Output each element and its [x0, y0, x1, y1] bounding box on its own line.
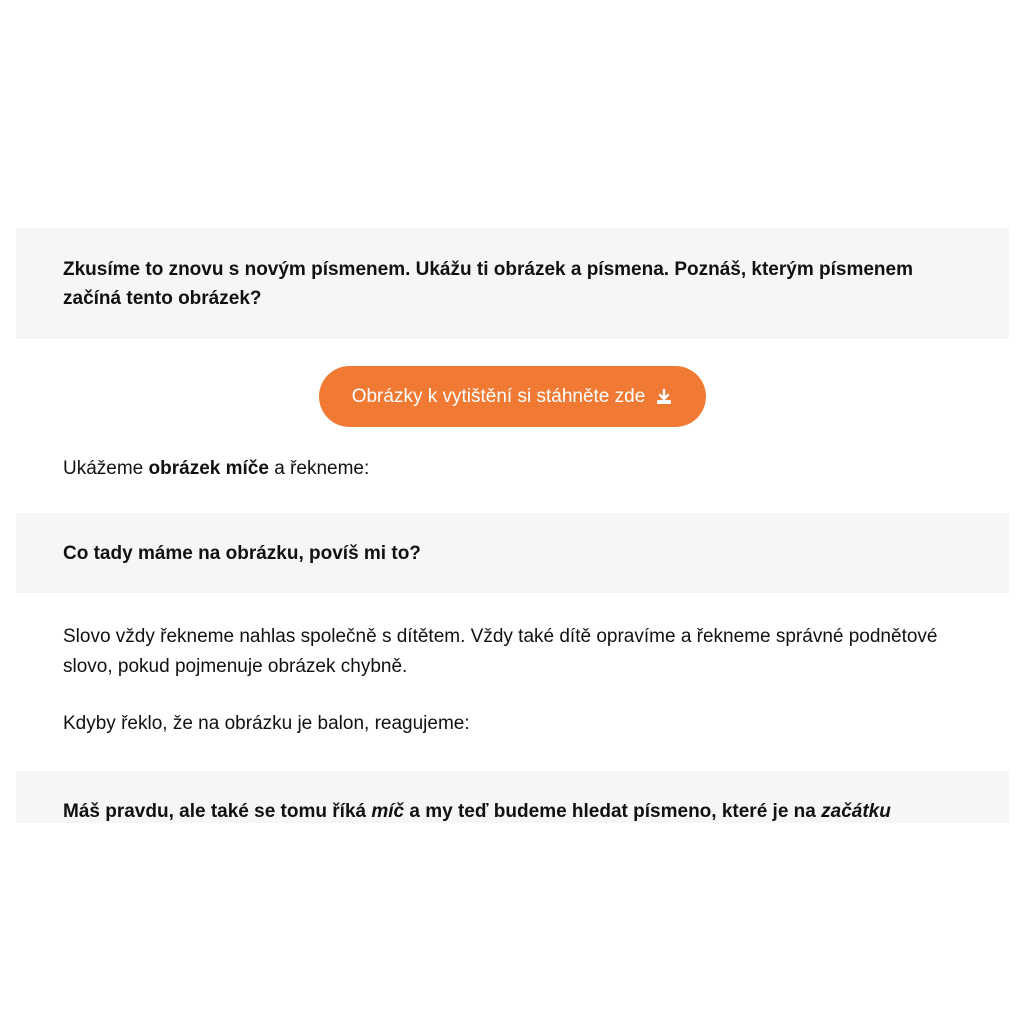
paragraph-show-picture-bold: obrázek míče [148, 458, 269, 479]
instruction-quote-3-emphasis-1: míč [371, 801, 405, 822]
paragraph-show-picture-suffix: a řekneme: [268, 458, 370, 479]
instruction-quote-1-text: Zkusíme to znovu s novým písmenem. Ukážu ti obrázek a písmena. Poznáš, kterým písmenem začíná tento obrázek? [63, 259, 913, 309]
paragraph-show-picture-prefix: Ukážeme [63, 458, 149, 479]
download-pictures-label: Obrázky k vytištění si stáhněte zde [351, 385, 646, 407]
download-icon [655, 388, 673, 406]
article-content [16, 228, 1009, 823]
download-cta-area [16, 366, 1009, 454]
instruction-quote-2-text: Co tady máme na obrázku, povíš mi to? [63, 543, 421, 564]
instruction-quote-3 [16, 771, 1009, 823]
download-pictures-button[interactable] [319, 366, 706, 427]
paragraph-if-balloon-text: Kdyby řeklo, že na obrázku je balon, reagujeme: [63, 713, 470, 734]
paragraph-say-word [16, 593, 1009, 709]
instruction-quote-2 [16, 513, 1009, 593]
instruction-quote-1 [16, 228, 1009, 339]
paragraph-say-word-text: Slovo vždy řekneme nahlas společně s dítětem. Vždy také dítě opravíme a řekneme správné podnětové slovo, pokud pojmenuje obrázek chybně. [63, 626, 938, 677]
instruction-quote-3-emphasis-2: začátku [821, 801, 891, 822]
paragraph-show-picture [16, 454, 1009, 513]
instruction-quote-3-part1: Máš pravdu, ale také se tomu říká [63, 801, 372, 822]
paragraph-if-balloon [16, 709, 1009, 771]
instruction-quote-3-part2: a my teď budeme hledat písmeno, které je na [404, 801, 822, 822]
